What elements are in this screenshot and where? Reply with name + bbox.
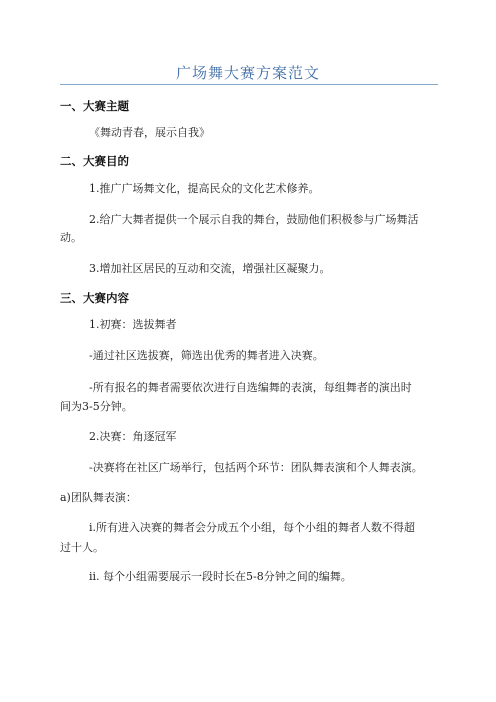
section-heading-theme: 一、大赛主题 (60, 99, 129, 113)
paragraph-continuation: 过十人。 (60, 541, 104, 554)
paragraph: i.所有进入决赛的舞者会分成五个小组，每个小组的舞者人数不得超 (89, 521, 416, 534)
paragraph: 3.增加社区居民的互动和交流，增强社区凝聚力。 (89, 262, 331, 275)
paragraph-continuation: 间为3-5分钟。 (60, 400, 133, 413)
paragraph: 《舞动青春，展示自我》 (89, 126, 210, 139)
document-title: 广场舞大赛方案范文 (175, 64, 320, 82)
paragraph: ii. 每个小组需要展示一段时长在5-8分钟之间的编舞。 (89, 570, 352, 583)
title-divider (60, 84, 438, 85)
paragraph: 1.初赛：选拔舞者 (89, 318, 177, 331)
paragraph: -所有报名的舞者需要依次进行自选编舞的表演，每组舞者的演出时 (89, 381, 412, 394)
paragraph: 2.决赛：角逐冠军 (89, 430, 177, 443)
paragraph: -决赛将在社区广场举行，包括两个环节：团队舞表演和个人舞表演。 (89, 461, 423, 474)
paragraph: -通过社区选拔赛，筛选出优秀的舞者进入决赛。 (89, 349, 324, 362)
section-heading-purpose: 二、大赛目的 (60, 154, 129, 168)
paragraph-continuation: 动。 (60, 231, 82, 244)
paragraph: 2.给广大舞者提供一个展示自我的舞台，鼓励他们积极参与广场舞活 (89, 213, 419, 226)
paragraph: a)团队舞表演： (60, 491, 137, 504)
section-heading-content: 三、大赛内容 (60, 291, 129, 305)
paragraph: 1.推广广场舞文化，提高民众的文化艺术修养。 (89, 182, 320, 195)
